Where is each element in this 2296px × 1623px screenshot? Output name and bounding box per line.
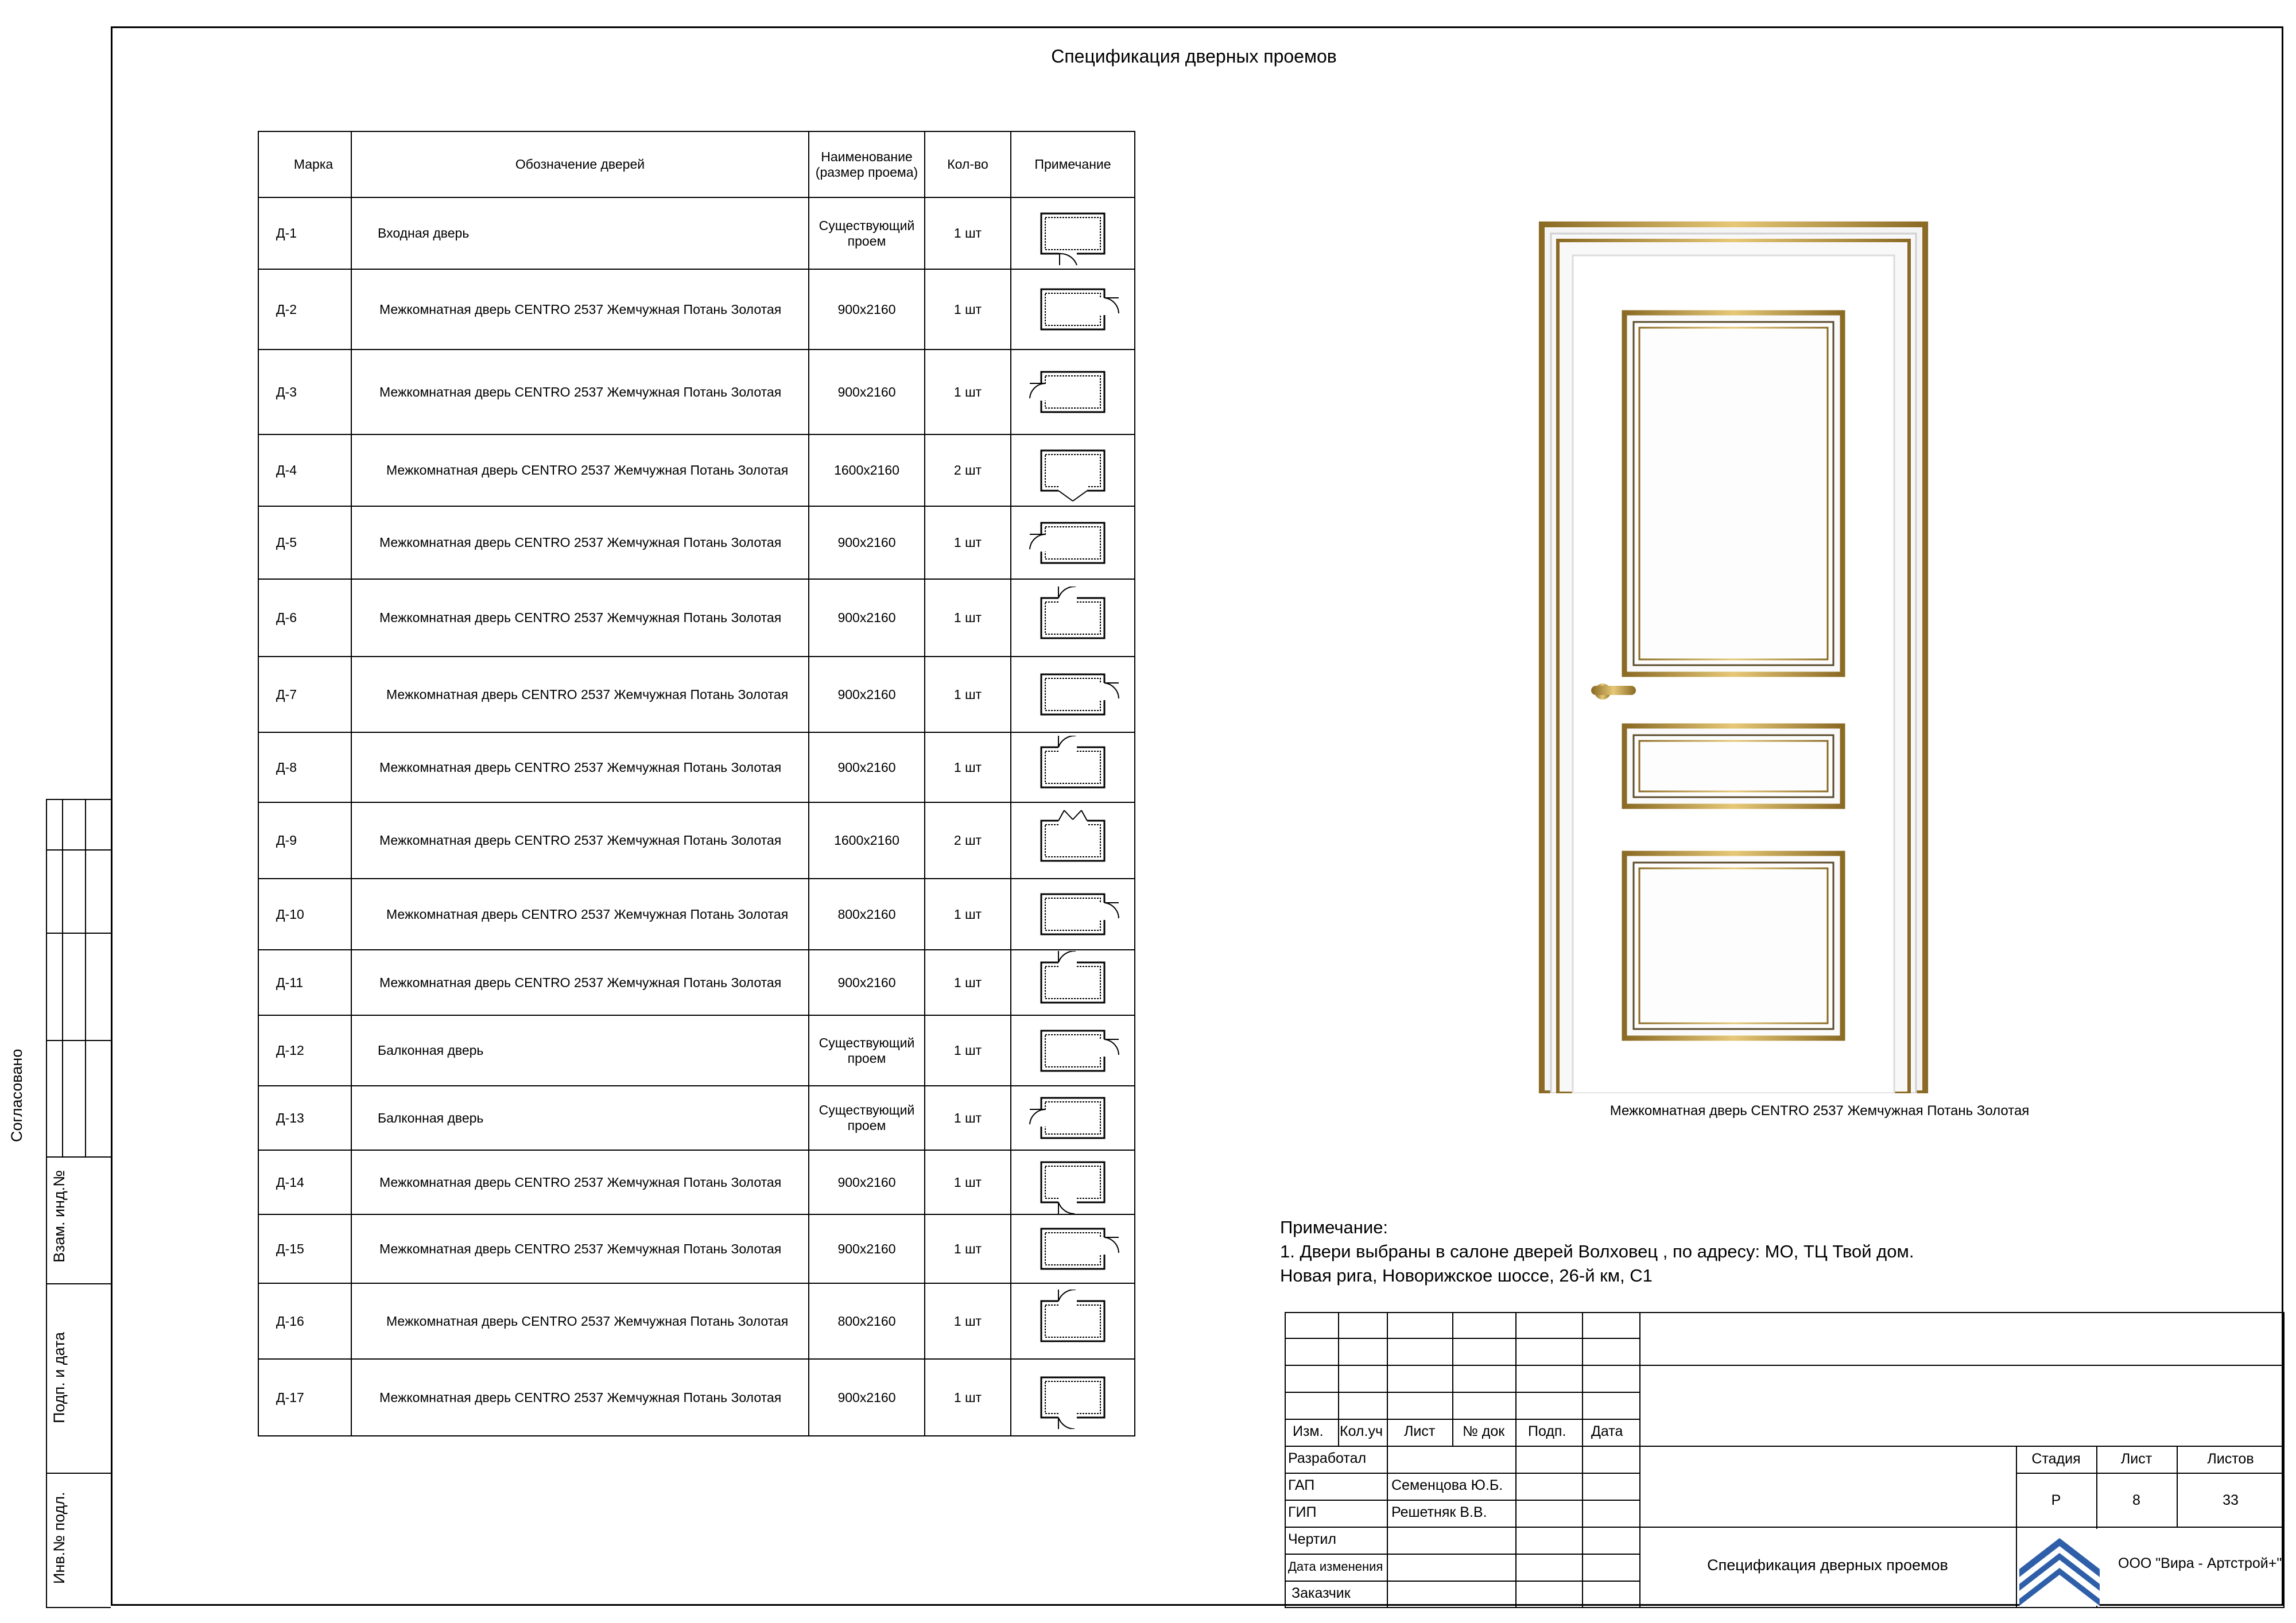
table-row bbox=[258, 1150, 1135, 1214]
cell-size bbox=[809, 434, 925, 506]
tb-col-data: Дата bbox=[1591, 1423, 1623, 1439]
cell-designation bbox=[351, 506, 809, 579]
tb-col-kolvo: Кол.уч bbox=[1340, 1423, 1383, 1439]
cell-qty: 1 шт bbox=[925, 657, 1011, 732]
cell-size bbox=[809, 1150, 925, 1214]
tb-gap-name: Семенцова Ю.Б. bbox=[1391, 1477, 1503, 1493]
table-header-row bbox=[258, 131, 1135, 197]
designation-text: Межкомнатная дверь CENTRO 2537 Жемчужная Потань Золотая bbox=[379, 759, 782, 775]
table-row bbox=[258, 579, 1135, 657]
table-row bbox=[258, 269, 1135, 350]
size-text: 900x2160 bbox=[837, 1389, 896, 1405]
note-text: 1. Двери выбраны в салоне дверей Волховец , по адресу: МО, ТЦ Твой дом. Новая рига, Новорижское шоссе, 26-й км, С1 bbox=[1280, 1241, 1914, 1286]
table-row bbox=[258, 802, 1135, 879]
cell-designation bbox=[351, 802, 809, 879]
door-plan-icon bbox=[1024, 1151, 1122, 1214]
door-plan-icon bbox=[1024, 202, 1122, 265]
cell-qty: 1 шт bbox=[925, 1150, 1011, 1214]
size-text: 900x2160 bbox=[837, 1174, 896, 1190]
cell-mark: Д-17 bbox=[258, 1359, 351, 1436]
size-text: 800x2160 bbox=[837, 1313, 896, 1329]
cell-qty: 1 шт bbox=[925, 197, 1011, 269]
cell-note bbox=[1011, 1086, 1135, 1150]
door-plan-icon bbox=[1024, 883, 1122, 946]
tb-sheets-label: Листов bbox=[2207, 1451, 2254, 1467]
cell-mark: Д-5 bbox=[258, 506, 351, 579]
header-name-line2: (размер проема) bbox=[815, 164, 918, 180]
header-name-line1: Наименование bbox=[821, 149, 913, 164]
header-qty: Кол-во bbox=[925, 131, 1011, 197]
designation-text: Межкомнатная дверь CENTRO 2537 Жемчужная Потань Золотая bbox=[379, 301, 782, 317]
door-plan-icon bbox=[1024, 1290, 1122, 1353]
size-text: 900x2160 bbox=[837, 686, 896, 702]
cell-mark: Д-16 bbox=[258, 1283, 351, 1359]
cell-size bbox=[809, 1214, 925, 1283]
cell-mark: Д-4 bbox=[258, 434, 351, 506]
tb-gip: ГИП bbox=[1288, 1504, 1317, 1520]
cell-designation bbox=[351, 269, 809, 350]
tb-doc-title: Спецификация дверных проемов bbox=[1707, 1556, 1948, 1574]
designation-text: Межкомнатная дверь CENTRO 2537 Жемчужная Потань Золотая bbox=[379, 384, 782, 399]
door-plan-icon bbox=[1024, 1217, 1122, 1280]
tb-zakazchik: Заказчик bbox=[1292, 1585, 1351, 1601]
size-text: Существующий проем bbox=[819, 1035, 915, 1066]
designation-text: Балконная дверь bbox=[378, 1043, 484, 1058]
cell-note bbox=[1011, 197, 1135, 269]
header-designation: Обозначение дверей bbox=[351, 131, 809, 197]
cell-mark: Д-7 bbox=[258, 657, 351, 732]
designation-text: Межкомнатная дверь CENTRO 2537 Жемчужная Потань Золотая bbox=[379, 1389, 782, 1405]
table-row bbox=[258, 950, 1135, 1015]
table-row bbox=[258, 1086, 1135, 1150]
cell-qty: 1 шт bbox=[925, 579, 1011, 657]
header-name bbox=[809, 131, 925, 197]
side-vzam: Взам. инд.№ bbox=[51, 1170, 68, 1263]
door-plan-icon bbox=[1024, 587, 1122, 650]
size-text: Существующий проем bbox=[819, 1102, 915, 1133]
cell-qty: 1 шт bbox=[925, 1359, 1011, 1436]
cell-size bbox=[809, 269, 925, 350]
size-text: 900x2160 bbox=[837, 384, 896, 399]
cell-designation bbox=[351, 197, 809, 269]
note-title: Примечание: bbox=[1280, 1217, 1389, 1237]
size-text: 900x2160 bbox=[837, 610, 896, 625]
cell-qty: 1 шт bbox=[925, 732, 1011, 802]
cell-designation bbox=[351, 434, 809, 506]
cell-size bbox=[809, 350, 925, 434]
cell-qty: 1 шт bbox=[925, 506, 1011, 579]
designation-text: Межкомнатная дверь CENTRO 2537 Жемчужная Потань Золотая bbox=[386, 686, 789, 702]
door-plan-icon bbox=[1024, 439, 1122, 502]
size-text: 1600x2160 bbox=[834, 833, 899, 848]
cell-designation bbox=[351, 1359, 809, 1436]
table-row bbox=[258, 506, 1135, 579]
tb-data-izm: Дата изменения bbox=[1288, 1559, 1383, 1574]
cell-designation bbox=[351, 732, 809, 802]
cell-note bbox=[1011, 1150, 1135, 1214]
cell-note bbox=[1011, 732, 1135, 802]
door-plan-icon bbox=[1024, 809, 1122, 872]
door-plan-icon bbox=[1024, 951, 1122, 1014]
cell-qty: 1 шт bbox=[925, 1214, 1011, 1283]
table-row bbox=[258, 1359, 1135, 1436]
company-logo bbox=[2019, 1529, 2100, 1606]
size-text: 1600x2160 bbox=[834, 463, 899, 477]
side-inv: Инв.№ подл. bbox=[51, 1492, 68, 1584]
tb-company: ООО "Вира - Артстрой+" bbox=[2118, 1555, 2282, 1571]
door-spec-table bbox=[258, 131, 1135, 1436]
cell-note bbox=[1011, 1015, 1135, 1086]
cell-note bbox=[1011, 879, 1135, 950]
cell-mark: Д-13 bbox=[258, 1086, 351, 1150]
designation-text: Межкомнатная дверь CENTRO 2537 Жемчужная Потань Золотая bbox=[379, 535, 782, 550]
side-podp-data: Подп. и дата bbox=[51, 1331, 68, 1423]
tb-sheet-label: Лист bbox=[2120, 1451, 2152, 1467]
designation-text: Межкомнатная дверь CENTRO 2537 Жемчужная Потань Золотая bbox=[379, 833, 782, 848]
table-row bbox=[258, 197, 1135, 269]
tb-col-ndoc: № док bbox=[1463, 1423, 1505, 1439]
table-row bbox=[258, 879, 1135, 950]
size-text: 900x2160 bbox=[837, 759, 896, 775]
cell-size bbox=[809, 197, 925, 269]
cell-size bbox=[809, 506, 925, 579]
cell-size bbox=[809, 879, 925, 950]
cell-size bbox=[809, 1359, 925, 1436]
tb-gap: ГАП bbox=[1288, 1477, 1315, 1493]
cell-qty: 1 шт bbox=[925, 950, 1011, 1015]
cell-qty: 1 шт bbox=[925, 1283, 1011, 1359]
tb-col-izm: Изм. bbox=[1293, 1423, 1324, 1439]
designation-text: Межкомнатная дверь CENTRO 2537 Жемчужная Потань Золотая bbox=[379, 1241, 782, 1256]
cell-size bbox=[809, 579, 925, 657]
door-plan-icon bbox=[1024, 360, 1122, 424]
cell-note bbox=[1011, 350, 1135, 434]
cell-designation bbox=[351, 1086, 809, 1150]
cell-mark: Д-8 bbox=[258, 732, 351, 802]
door-plan-icon bbox=[1024, 1366, 1122, 1429]
tb-gip-name: Решетняк В.В. bbox=[1391, 1504, 1487, 1520]
tb-stage-value: Р bbox=[2051, 1492, 2061, 1508]
table-row bbox=[258, 350, 1135, 434]
cell-mark: Д-11 bbox=[258, 950, 351, 1015]
cell-qty: 1 шт bbox=[925, 269, 1011, 350]
cell-mark: Д-12 bbox=[258, 1015, 351, 1086]
note-block bbox=[1280, 1216, 1934, 1288]
table-row bbox=[258, 434, 1135, 506]
size-text: 800x2160 bbox=[837, 906, 896, 922]
designation-text: Межкомнатная дверь CENTRO 2537 Жемчужная Потань Золотая bbox=[386, 1313, 789, 1329]
cell-qty: 1 шт bbox=[925, 879, 1011, 950]
cell-size bbox=[809, 950, 925, 1015]
door-caption: Межкомнатная дверь CENTRO 2537 Жемчужная Потань Золотая bbox=[1609, 1103, 2030, 1119]
cell-size bbox=[809, 1086, 925, 1150]
cell-mark: Д-14 bbox=[258, 1150, 351, 1214]
door-plan-icon bbox=[1024, 511, 1122, 574]
cell-designation bbox=[351, 1015, 809, 1086]
cell-qty: 2 шт bbox=[925, 434, 1011, 506]
door-plan-icon bbox=[1024, 1086, 1122, 1150]
cell-designation bbox=[351, 350, 809, 434]
cell-mark: Д-10 bbox=[258, 879, 351, 950]
cell-designation bbox=[351, 1214, 809, 1283]
door-plan-icon bbox=[1024, 278, 1122, 341]
size-text: 900x2160 bbox=[837, 535, 896, 550]
table-row bbox=[258, 1214, 1135, 1283]
door-plan-icon bbox=[1024, 663, 1122, 726]
designation-text: Межкомнатная дверь CENTRO 2537 Жемчужная Потань Золотая bbox=[379, 1174, 782, 1190]
header-mark: Марка bbox=[258, 131, 351, 197]
cell-mark: Д-3 bbox=[258, 350, 351, 434]
cell-size bbox=[809, 1283, 925, 1359]
cell-note bbox=[1011, 950, 1135, 1015]
cell-qty: 2 шт bbox=[925, 802, 1011, 879]
cell-mark: Д-1 bbox=[258, 197, 351, 269]
cell-qty: 1 шт bbox=[925, 350, 1011, 434]
tb-razrabotal: Разработал bbox=[1288, 1450, 1367, 1466]
door-plan-icon bbox=[1024, 736, 1122, 799]
cell-mark: Д-9 bbox=[258, 802, 351, 879]
cell-note bbox=[1011, 657, 1135, 732]
cell-note bbox=[1011, 1359, 1135, 1436]
tb-col-list: Лист bbox=[1404, 1423, 1436, 1439]
cell-designation bbox=[351, 879, 809, 950]
designation-text: Межкомнатная дверь CENTRO 2537 Жемчужная Потань Золотая bbox=[386, 463, 789, 477]
header-note: Примечание bbox=[1011, 131, 1135, 197]
cell-designation bbox=[351, 1283, 809, 1359]
page-title: Спецификация дверных проемов bbox=[1051, 46, 1337, 67]
cell-note bbox=[1011, 1214, 1135, 1283]
cell-designation bbox=[351, 657, 809, 732]
cell-mark: Д-15 bbox=[258, 1214, 351, 1283]
side-soglasovano: Согласовано bbox=[8, 1049, 25, 1142]
tb-sheet-value: 8 bbox=[2132, 1492, 2140, 1508]
tb-col-podp: Подп. bbox=[1528, 1423, 1566, 1439]
tb-chertil: Чертил bbox=[1288, 1531, 1336, 1547]
cell-qty: 1 шт bbox=[925, 1015, 1011, 1086]
cell-size bbox=[809, 802, 925, 879]
cell-size bbox=[809, 732, 925, 802]
cell-designation bbox=[351, 1150, 809, 1214]
cell-size bbox=[809, 1015, 925, 1086]
cell-designation bbox=[351, 950, 809, 1015]
cell-note bbox=[1011, 1283, 1135, 1359]
cell-note bbox=[1011, 802, 1135, 879]
table-row bbox=[258, 1283, 1135, 1359]
cell-qty: 1 шт bbox=[925, 1086, 1011, 1150]
designation-text: Входная дверь bbox=[378, 226, 470, 240]
table-row bbox=[258, 1015, 1135, 1086]
designation-text: Межкомнатная дверь CENTRO 2537 Жемчужная Потань Золотая bbox=[386, 906, 789, 922]
tb-sheets-value: 33 bbox=[2223, 1492, 2239, 1508]
size-text: 900x2160 bbox=[837, 1241, 896, 1256]
tb-stage-label: Стадия bbox=[2031, 1451, 2081, 1467]
cell-note bbox=[1011, 506, 1135, 579]
cell-note bbox=[1011, 269, 1135, 350]
size-text: 900x2160 bbox=[837, 974, 896, 990]
size-text: Существующий проем bbox=[819, 218, 915, 249]
designation-text: Балконная дверь bbox=[378, 1110, 484, 1125]
cell-mark: Д-6 bbox=[258, 579, 351, 657]
door-image bbox=[1538, 221, 1929, 1093]
cell-designation bbox=[351, 579, 809, 657]
cell-mark: Д-2 bbox=[258, 269, 351, 350]
table-row bbox=[258, 657, 1135, 732]
door-plan-icon bbox=[1024, 1019, 1122, 1082]
cell-note bbox=[1011, 434, 1135, 506]
table-row bbox=[258, 732, 1135, 802]
designation-text: Межкомнатная дверь CENTRO 2537 Жемчужная Потань Золотая bbox=[379, 974, 782, 990]
cell-note bbox=[1011, 579, 1135, 657]
designation-text: Межкомнатная дверь CENTRO 2537 Жемчужная Потань Золотая bbox=[379, 610, 782, 625]
cell-size bbox=[809, 657, 925, 732]
size-text: 900x2160 bbox=[837, 301, 896, 317]
